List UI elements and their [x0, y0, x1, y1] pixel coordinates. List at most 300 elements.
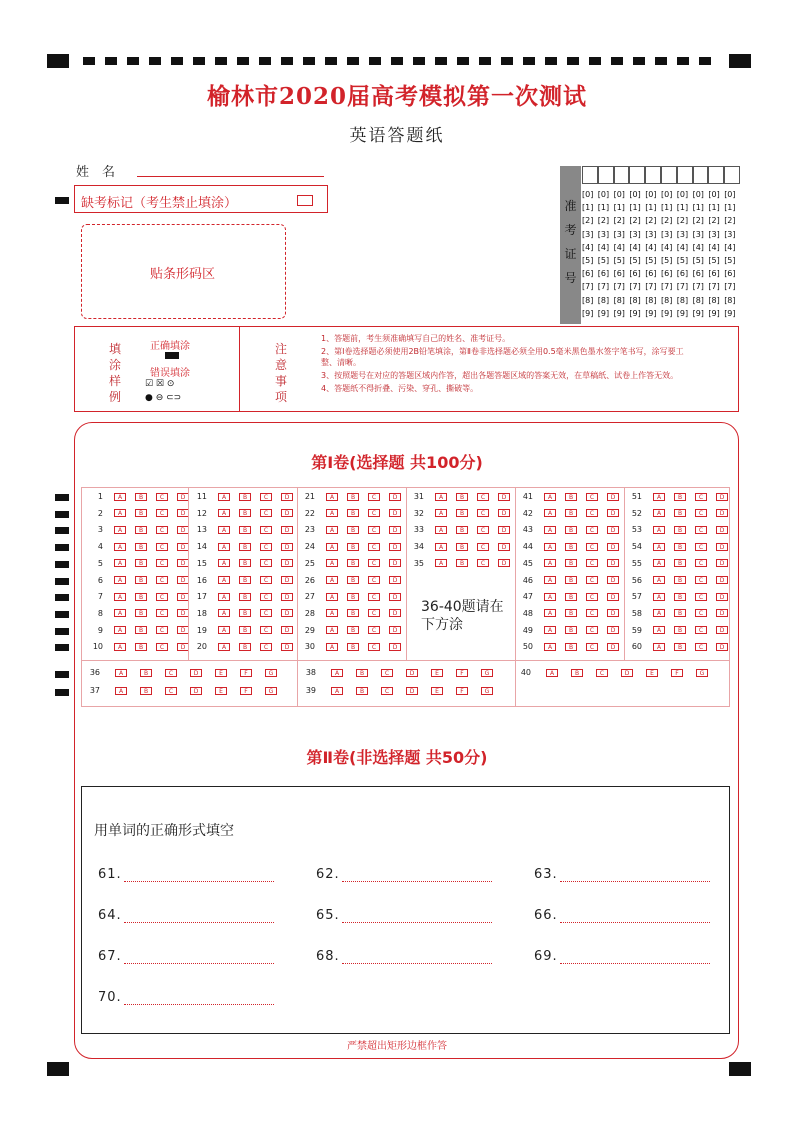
answer-bubble[interactable]: D	[498, 559, 510, 567]
answer-bubble[interactable]: B	[674, 509, 686, 517]
answer-bubble[interactable]: D	[281, 493, 293, 501]
fill-blank[interactable]: 68.	[316, 949, 492, 964]
answer-bubble[interactable]: A	[218, 509, 230, 517]
exam-id-bubble[interactable]: [6]	[724, 269, 736, 279]
answer-bubble[interactable]: D	[281, 593, 293, 601]
answer-bubble[interactable]: B	[571, 669, 583, 677]
answer-bubble[interactable]: D	[281, 626, 293, 634]
answer-bubble[interactable]: D	[177, 509, 189, 517]
answer-bubble[interactable]: C	[260, 593, 272, 601]
answer-bubble[interactable]: D	[406, 669, 418, 677]
answer-bubble[interactable]: C	[260, 559, 272, 567]
answer-bubble[interactable]: E	[431, 687, 443, 695]
answer-bubble[interactable]: B	[347, 509, 359, 517]
answer-bubble[interactable]: A	[114, 609, 126, 617]
answer-bubble[interactable]: A	[114, 559, 126, 567]
answer-bubble[interactable]: G	[481, 687, 493, 695]
answer-bubble[interactable]: C	[368, 593, 380, 601]
answer-bubble[interactable]: C	[695, 509, 707, 517]
answer-bubble[interactable]: C	[477, 543, 489, 551]
answer-bubble[interactable]: B	[239, 643, 251, 651]
answer-bubble[interactable]: A	[115, 669, 127, 677]
exam-id-bubble[interactable]: [2]	[724, 216, 736, 226]
answer-bubble[interactable]: B	[135, 593, 147, 601]
exam-id-bubble[interactable]: [4]	[629, 242, 641, 252]
answer-bubble[interactable]: D	[406, 687, 418, 695]
answer-bubble[interactable]: D	[498, 543, 510, 551]
answer-bubble[interactable]: B	[135, 559, 147, 567]
exam-id-bubble[interactable]: [6]	[692, 269, 704, 279]
exam-id-bubble[interactable]: [9]	[676, 308, 689, 318]
answer-bubble[interactable]: C	[260, 526, 272, 534]
answer-bubble[interactable]: A	[326, 509, 338, 517]
answer-bubble[interactable]: B	[456, 559, 468, 567]
exam-id-bubble[interactable]: [4]	[724, 242, 736, 252]
answer-bubble[interactable]: B	[239, 543, 251, 551]
answer-bubble[interactable]: D	[389, 609, 401, 617]
answer-bubble[interactable]: B	[674, 543, 686, 551]
exam-id-bubble[interactable]: [2]	[629, 216, 641, 226]
exam-id-bubble[interactable]: [8]	[597, 295, 610, 305]
exam-id-bubble[interactable]: [1]	[582, 203, 594, 213]
answer-bubble[interactable]: B	[140, 669, 152, 677]
answer-bubble[interactable]: F	[456, 669, 468, 677]
answer-bubble[interactable]: A	[435, 543, 447, 551]
answer-bubble[interactable]: D	[389, 643, 401, 651]
exam-id-bubble[interactable]: [4]	[613, 242, 625, 252]
exam-id-bubble[interactable]: [7]	[676, 282, 689, 292]
answer-bubble[interactable]: C	[596, 669, 608, 677]
answer-bubble[interactable]: C	[695, 493, 707, 501]
answer-bubble[interactable]: B	[456, 526, 468, 534]
answer-bubble[interactable]: B	[565, 576, 577, 584]
exam-id-bubble[interactable]: [2]	[645, 216, 657, 226]
answer-bubble[interactable]: G	[481, 669, 493, 677]
answer-bubble[interactable]: D	[607, 543, 619, 551]
exam-id-bubble[interactable]: [2]	[676, 216, 689, 226]
exam-id-bubble[interactable]: [0]	[613, 190, 625, 199]
answer-bubble[interactable]: A	[544, 626, 556, 634]
answer-bubble[interactable]: D	[389, 559, 401, 567]
exam-id-bubble[interactable]: [4]	[582, 242, 594, 252]
answer-bubble[interactable]: D	[607, 626, 619, 634]
exam-id-bubble[interactable]: [7]	[724, 282, 736, 292]
answer-bubble[interactable]: A	[653, 643, 665, 651]
exam-id-bubble[interactable]: [4]	[645, 242, 657, 252]
answer-bubble[interactable]: B	[674, 626, 686, 634]
exam-id-bubble[interactable]: [9]	[724, 308, 736, 318]
answer-bubble[interactable]: C	[695, 576, 707, 584]
answer-bubble[interactable]: C	[260, 626, 272, 634]
exam-id-bubble[interactable]: [8]	[676, 295, 689, 305]
answer-bubble[interactable]: D	[177, 526, 189, 534]
exam-id-bubble[interactable]: [1]	[661, 203, 673, 213]
exam-id-digit-box[interactable]	[724, 166, 740, 184]
answer-bubble[interactable]: D	[498, 493, 510, 501]
answer-bubble[interactable]: D	[621, 669, 633, 677]
answer-bubble[interactable]: A	[218, 543, 230, 551]
answer-bubble[interactable]: A	[653, 593, 665, 601]
exam-id-bubble[interactable]: [9]	[708, 308, 720, 318]
answer-bubble[interactable]: C	[260, 509, 272, 517]
answer-bubble[interactable]: A	[326, 643, 338, 651]
exam-id-bubble[interactable]: [3]	[645, 229, 657, 239]
answer-bubble[interactable]: B	[239, 576, 251, 584]
answer-bubble[interactable]: F	[671, 669, 683, 677]
answer-bubble[interactable]: C	[477, 509, 489, 517]
exam-id-bubble[interactable]: [6]	[645, 269, 657, 279]
answer-bubble[interactable]: C	[156, 493, 168, 501]
answer-bubble[interactable]: A	[114, 526, 126, 534]
exam-id-bubble[interactable]: [1]	[645, 203, 657, 213]
answer-bubble[interactable]: D	[389, 576, 401, 584]
answer-bubble[interactable]: C	[381, 669, 393, 677]
answer-bubble[interactable]: B	[239, 559, 251, 567]
answer-bubble[interactable]: A	[435, 509, 447, 517]
answer-bubble[interactable]: D	[716, 609, 728, 617]
answer-bubble[interactable]: A	[114, 576, 126, 584]
exam-id-bubble[interactable]: [0]	[724, 190, 736, 199]
answer-bubble[interactable]: A	[544, 493, 556, 501]
answer-bubble[interactable]: D	[281, 576, 293, 584]
exam-id-digit-box[interactable]	[582, 166, 598, 184]
exam-id-bubble[interactable]: [2]	[582, 216, 594, 226]
answer-bubble[interactable]: D	[607, 593, 619, 601]
answer-bubble[interactable]: B	[239, 509, 251, 517]
answer-bubble[interactable]: C	[165, 669, 177, 677]
exam-id-bubble[interactable]: [9]	[597, 308, 610, 318]
answer-bubble[interactable]: B	[565, 493, 577, 501]
answer-bubble[interactable]: D	[607, 509, 619, 517]
answer-bubble[interactable]: A	[218, 576, 230, 584]
exam-id-bubble[interactable]: [6]	[597, 269, 610, 279]
answer-bubble[interactable]: D	[281, 509, 293, 517]
answer-bubble[interactable]: D	[498, 526, 510, 534]
answer-bubble[interactable]: D	[498, 509, 510, 517]
answer-bubble[interactable]: C	[586, 559, 598, 567]
exam-id-bubble[interactable]: [8]	[724, 295, 736, 305]
exam-id-bubble[interactable]: [3]	[629, 229, 641, 239]
answer-bubble[interactable]: C	[586, 593, 598, 601]
answer-bubble[interactable]: A	[326, 609, 338, 617]
exam-id-bubble[interactable]: [9]	[582, 308, 594, 318]
answer-bubble[interactable]: D	[716, 559, 728, 567]
exam-id-bubble[interactable]: [5]	[724, 256, 736, 265]
answer-bubble[interactable]: B	[456, 509, 468, 517]
answer-bubble[interactable]: A	[544, 526, 556, 534]
exam-id-bubble[interactable]: [7]	[692, 282, 704, 292]
exam-id-bubble[interactable]: [3]	[724, 229, 736, 239]
exam-id-bubble[interactable]: [9]	[613, 308, 625, 318]
answer-bubble[interactable]: A	[653, 559, 665, 567]
answer-bubble[interactable]: D	[281, 559, 293, 567]
answer-bubble[interactable]: C	[586, 526, 598, 534]
answer-bubble[interactable]: E	[215, 669, 227, 677]
fill-blank[interactable]: 67.	[98, 949, 274, 964]
answer-bubble[interactable]: A	[218, 526, 230, 534]
answer-bubble[interactable]: B	[674, 493, 686, 501]
answer-bubble[interactable]: D	[177, 493, 189, 501]
answer-bubble[interactable]: A	[653, 543, 665, 551]
answer-bubble[interactable]: G	[265, 687, 277, 695]
exam-id-bubble[interactable]: [6]	[661, 269, 673, 279]
answer-bubble[interactable]: C	[260, 493, 272, 501]
answer-bubble[interactable]: A	[114, 509, 126, 517]
answer-bubble[interactable]: B	[347, 493, 359, 501]
exam-id-bubble[interactable]: [0]	[597, 190, 610, 199]
answer-bubble[interactable]: B	[674, 593, 686, 601]
answer-bubble[interactable]: D	[177, 643, 189, 651]
exam-id-digit-box[interactable]	[693, 166, 709, 184]
exam-id-bubble[interactable]: [2]	[661, 216, 673, 226]
exam-id-digit-box[interactable]	[677, 166, 693, 184]
exam-id-digit-box[interactable]	[708, 166, 724, 184]
answer-bubble[interactable]: B	[135, 626, 147, 634]
answer-bubble[interactable]: A	[114, 643, 126, 651]
exam-id-bubble[interactable]: [3]	[597, 229, 610, 239]
exam-id-bubble[interactable]: [8]	[645, 295, 657, 305]
answer-bubble[interactable]: D	[716, 576, 728, 584]
exam-id-bubble[interactable]: [1]	[708, 203, 720, 213]
exam-id-bubble[interactable]: [8]	[582, 295, 594, 305]
answer-bubble[interactable]: D	[607, 609, 619, 617]
answer-bubble[interactable]: C	[156, 509, 168, 517]
exam-id-bubble[interactable]: [3]	[661, 229, 673, 239]
answer-bubble[interactable]: F	[456, 687, 468, 695]
answer-bubble[interactable]: C	[477, 526, 489, 534]
answer-bubble[interactable]: C	[368, 576, 380, 584]
answer-bubble[interactable]: C	[156, 559, 168, 567]
answer-bubble[interactable]: A	[218, 593, 230, 601]
answer-bubble[interactable]: B	[140, 687, 152, 695]
answer-bubble[interactable]: B	[565, 643, 577, 651]
exam-id-bubble[interactable]: [8]	[692, 295, 704, 305]
answer-bubble[interactable]: B	[565, 609, 577, 617]
answer-bubble[interactable]: C	[368, 543, 380, 551]
answer-bubble[interactable]: A	[435, 559, 447, 567]
answer-bubble[interactable]: C	[368, 559, 380, 567]
answer-bubble[interactable]: A	[114, 593, 126, 601]
exam-id-bubble[interactable]: [1]	[724, 203, 736, 213]
exam-id-bubble[interactable]: [6]	[629, 269, 641, 279]
answer-bubble[interactable]: B	[456, 493, 468, 501]
answer-bubble[interactable]: A	[218, 559, 230, 567]
exam-id-bubble[interactable]: [7]	[708, 282, 720, 292]
answer-bubble[interactable]: B	[674, 559, 686, 567]
answer-bubble[interactable]: B	[565, 509, 577, 517]
answer-bubble[interactable]: C	[156, 526, 168, 534]
answer-bubble[interactable]: A	[331, 687, 343, 695]
exam-id-bubble[interactable]: [5]	[582, 256, 594, 265]
exam-id-digit-box[interactable]	[598, 166, 614, 184]
exam-id-bubble[interactable]: [0]	[629, 190, 641, 199]
answer-bubble[interactable]: D	[389, 593, 401, 601]
answer-bubble[interactable]: C	[156, 626, 168, 634]
answer-bubble[interactable]: A	[544, 576, 556, 584]
answer-bubble[interactable]: B	[565, 559, 577, 567]
answer-bubble[interactable]: B	[565, 543, 577, 551]
answer-bubble[interactable]: B	[239, 493, 251, 501]
answer-bubble[interactable]: G	[265, 669, 277, 677]
answer-bubble[interactable]: A	[218, 626, 230, 634]
answer-bubble[interactable]: A	[326, 543, 338, 551]
exam-id-bubble[interactable]: [3]	[692, 229, 704, 239]
answer-bubble[interactable]: C	[260, 609, 272, 617]
answer-bubble[interactable]: B	[356, 687, 368, 695]
exam-id-bubble[interactable]: [1]	[676, 203, 689, 213]
answer-bubble[interactable]: D	[389, 543, 401, 551]
answer-bubble[interactable]: C	[695, 626, 707, 634]
answer-bubble[interactable]: C	[695, 593, 707, 601]
exam-id-bubble[interactable]: [0]	[582, 190, 594, 199]
answer-bubble[interactable]: C	[586, 576, 598, 584]
answer-bubble[interactable]: D	[177, 559, 189, 567]
answer-bubble[interactable]: C	[695, 609, 707, 617]
answer-bubble[interactable]: B	[239, 626, 251, 634]
answer-bubble[interactable]: F	[240, 669, 252, 677]
exam-id-bubble[interactable]: [4]	[708, 242, 720, 252]
answer-bubble[interactable]: B	[239, 593, 251, 601]
exam-id-bubble[interactable]: [5]	[613, 256, 625, 265]
exam-id-bubble[interactable]: [8]	[708, 295, 720, 305]
answer-bubble[interactable]: C	[368, 509, 380, 517]
fill-blank[interactable]: 64.	[98, 908, 274, 923]
exam-id-bubble[interactable]: [7]	[613, 282, 625, 292]
fill-blank[interactable]: 61.	[98, 867, 274, 882]
answer-bubble[interactable]: A	[544, 559, 556, 567]
answer-bubble[interactable]: B	[674, 609, 686, 617]
answer-bubble[interactable]: D	[607, 576, 619, 584]
answer-bubble[interactable]: D	[607, 493, 619, 501]
answer-bubble[interactable]: B	[347, 559, 359, 567]
answer-bubble[interactable]: C	[368, 643, 380, 651]
answer-bubble[interactable]: D	[389, 626, 401, 634]
answer-bubble[interactable]: B	[456, 543, 468, 551]
answer-bubble[interactable]: A	[544, 593, 556, 601]
exam-id-bubble[interactable]: [1]	[597, 203, 610, 213]
answer-bubble[interactable]: A	[435, 526, 447, 534]
answer-bubble[interactable]: C	[368, 493, 380, 501]
exam-id-bubble[interactable]: [7]	[582, 282, 594, 292]
answer-bubble[interactable]: B	[347, 609, 359, 617]
answer-bubble[interactable]: D	[607, 559, 619, 567]
exam-id-bubble[interactable]: [3]	[708, 229, 720, 239]
answer-bubble[interactable]: C	[156, 576, 168, 584]
answer-bubble[interactable]: D	[389, 509, 401, 517]
answer-bubble[interactable]: F	[240, 687, 252, 695]
answer-bubble[interactable]: A	[115, 687, 127, 695]
exam-id-bubble[interactable]: [8]	[629, 295, 641, 305]
answer-bubble[interactable]: A	[326, 576, 338, 584]
answer-bubble[interactable]: B	[239, 526, 251, 534]
answer-bubble[interactable]: A	[326, 559, 338, 567]
answer-bubble[interactable]: C	[368, 626, 380, 634]
answer-bubble[interactable]: C	[586, 493, 598, 501]
exam-id-bubble[interactable]: [6]	[582, 269, 594, 279]
answer-bubble[interactable]: A	[653, 576, 665, 584]
answer-bubble[interactable]: D	[177, 609, 189, 617]
answer-bubble[interactable]: C	[368, 526, 380, 534]
exam-id-bubble[interactable]: [9]	[692, 308, 704, 318]
answer-bubble[interactable]: C	[477, 559, 489, 567]
answer-bubble[interactable]: A	[326, 526, 338, 534]
fill-blank[interactable]: 62.	[316, 867, 492, 882]
exam-id-bubble[interactable]: [5]	[597, 256, 610, 265]
answer-bubble[interactable]: A	[114, 626, 126, 634]
answer-bubble[interactable]: G	[696, 669, 708, 677]
answer-bubble[interactable]: B	[347, 643, 359, 651]
fill-blank[interactable]: 65.	[316, 908, 492, 923]
exam-id-bubble[interactable]: [0]	[645, 190, 657, 199]
answer-bubble[interactable]: C	[695, 559, 707, 567]
answer-bubble[interactable]: C	[156, 609, 168, 617]
answer-bubble[interactable]: B	[347, 543, 359, 551]
answer-bubble[interactable]: B	[135, 509, 147, 517]
answer-bubble[interactable]: E	[215, 687, 227, 695]
exam-id-bubble[interactable]: [1]	[613, 203, 625, 213]
answer-bubble[interactable]: B	[565, 626, 577, 634]
answer-bubble[interactable]: A	[653, 526, 665, 534]
exam-id-bubble[interactable]: [2]	[692, 216, 704, 226]
answer-bubble[interactable]: B	[565, 526, 577, 534]
answer-bubble[interactable]: D	[607, 643, 619, 651]
answer-bubble[interactable]: B	[347, 593, 359, 601]
exam-id-bubble[interactable]: [7]	[597, 282, 610, 292]
answer-bubble[interactable]: A	[544, 509, 556, 517]
answer-bubble[interactable]: A	[546, 669, 558, 677]
answer-bubble[interactable]: D	[281, 643, 293, 651]
answer-bubble[interactable]: D	[177, 576, 189, 584]
exam-id-digit-box[interactable]	[645, 166, 661, 184]
exam-id-digit-box[interactable]	[614, 166, 630, 184]
exam-id-bubble[interactable]: [5]	[676, 256, 689, 265]
exam-id-digit-box[interactable]	[661, 166, 677, 184]
answer-bubble[interactable]: B	[347, 526, 359, 534]
answer-bubble[interactable]: C	[260, 643, 272, 651]
answer-bubble[interactable]: D	[177, 593, 189, 601]
answer-bubble[interactable]: A	[326, 593, 338, 601]
answer-bubble[interactable]: C	[156, 543, 168, 551]
answer-bubble[interactable]: D	[177, 543, 189, 551]
exam-id-bubble[interactable]: [7]	[645, 282, 657, 292]
answer-bubble[interactable]: C	[156, 643, 168, 651]
exam-id-bubble[interactable]: [4]	[661, 242, 673, 252]
exam-id-digit-box[interactable]	[629, 166, 645, 184]
exam-id-bubble[interactable]: [7]	[661, 282, 673, 292]
exam-id-bubble[interactable]: [3]	[676, 229, 689, 239]
answer-bubble[interactable]: B	[565, 593, 577, 601]
answer-bubble[interactable]: C	[156, 593, 168, 601]
fill-blank[interactable]: 70.	[98, 990, 274, 1005]
answer-bubble[interactable]: D	[716, 643, 728, 651]
answer-bubble[interactable]: A	[435, 493, 447, 501]
answer-bubble[interactable]: D	[716, 543, 728, 551]
exam-id-bubble[interactable]: [9]	[661, 308, 673, 318]
fill-blank[interactable]: 66.	[534, 908, 710, 923]
answer-bubble[interactable]: C	[695, 543, 707, 551]
answer-bubble[interactable]: A	[653, 509, 665, 517]
answer-bubble[interactable]: D	[281, 543, 293, 551]
exam-id-bubble[interactable]: [2]	[708, 216, 720, 226]
exam-id-bubble[interactable]: [0]	[661, 190, 673, 199]
answer-bubble[interactable]: C	[368, 609, 380, 617]
exam-id-bubble[interactable]: [0]	[676, 190, 689, 199]
exam-id-bubble[interactable]: [8]	[613, 295, 625, 305]
exam-id-bubble[interactable]: [8]	[661, 295, 673, 305]
answer-bubble[interactable]: B	[674, 643, 686, 651]
answer-bubble[interactable]: A	[653, 609, 665, 617]
answer-bubble[interactable]: D	[281, 526, 293, 534]
